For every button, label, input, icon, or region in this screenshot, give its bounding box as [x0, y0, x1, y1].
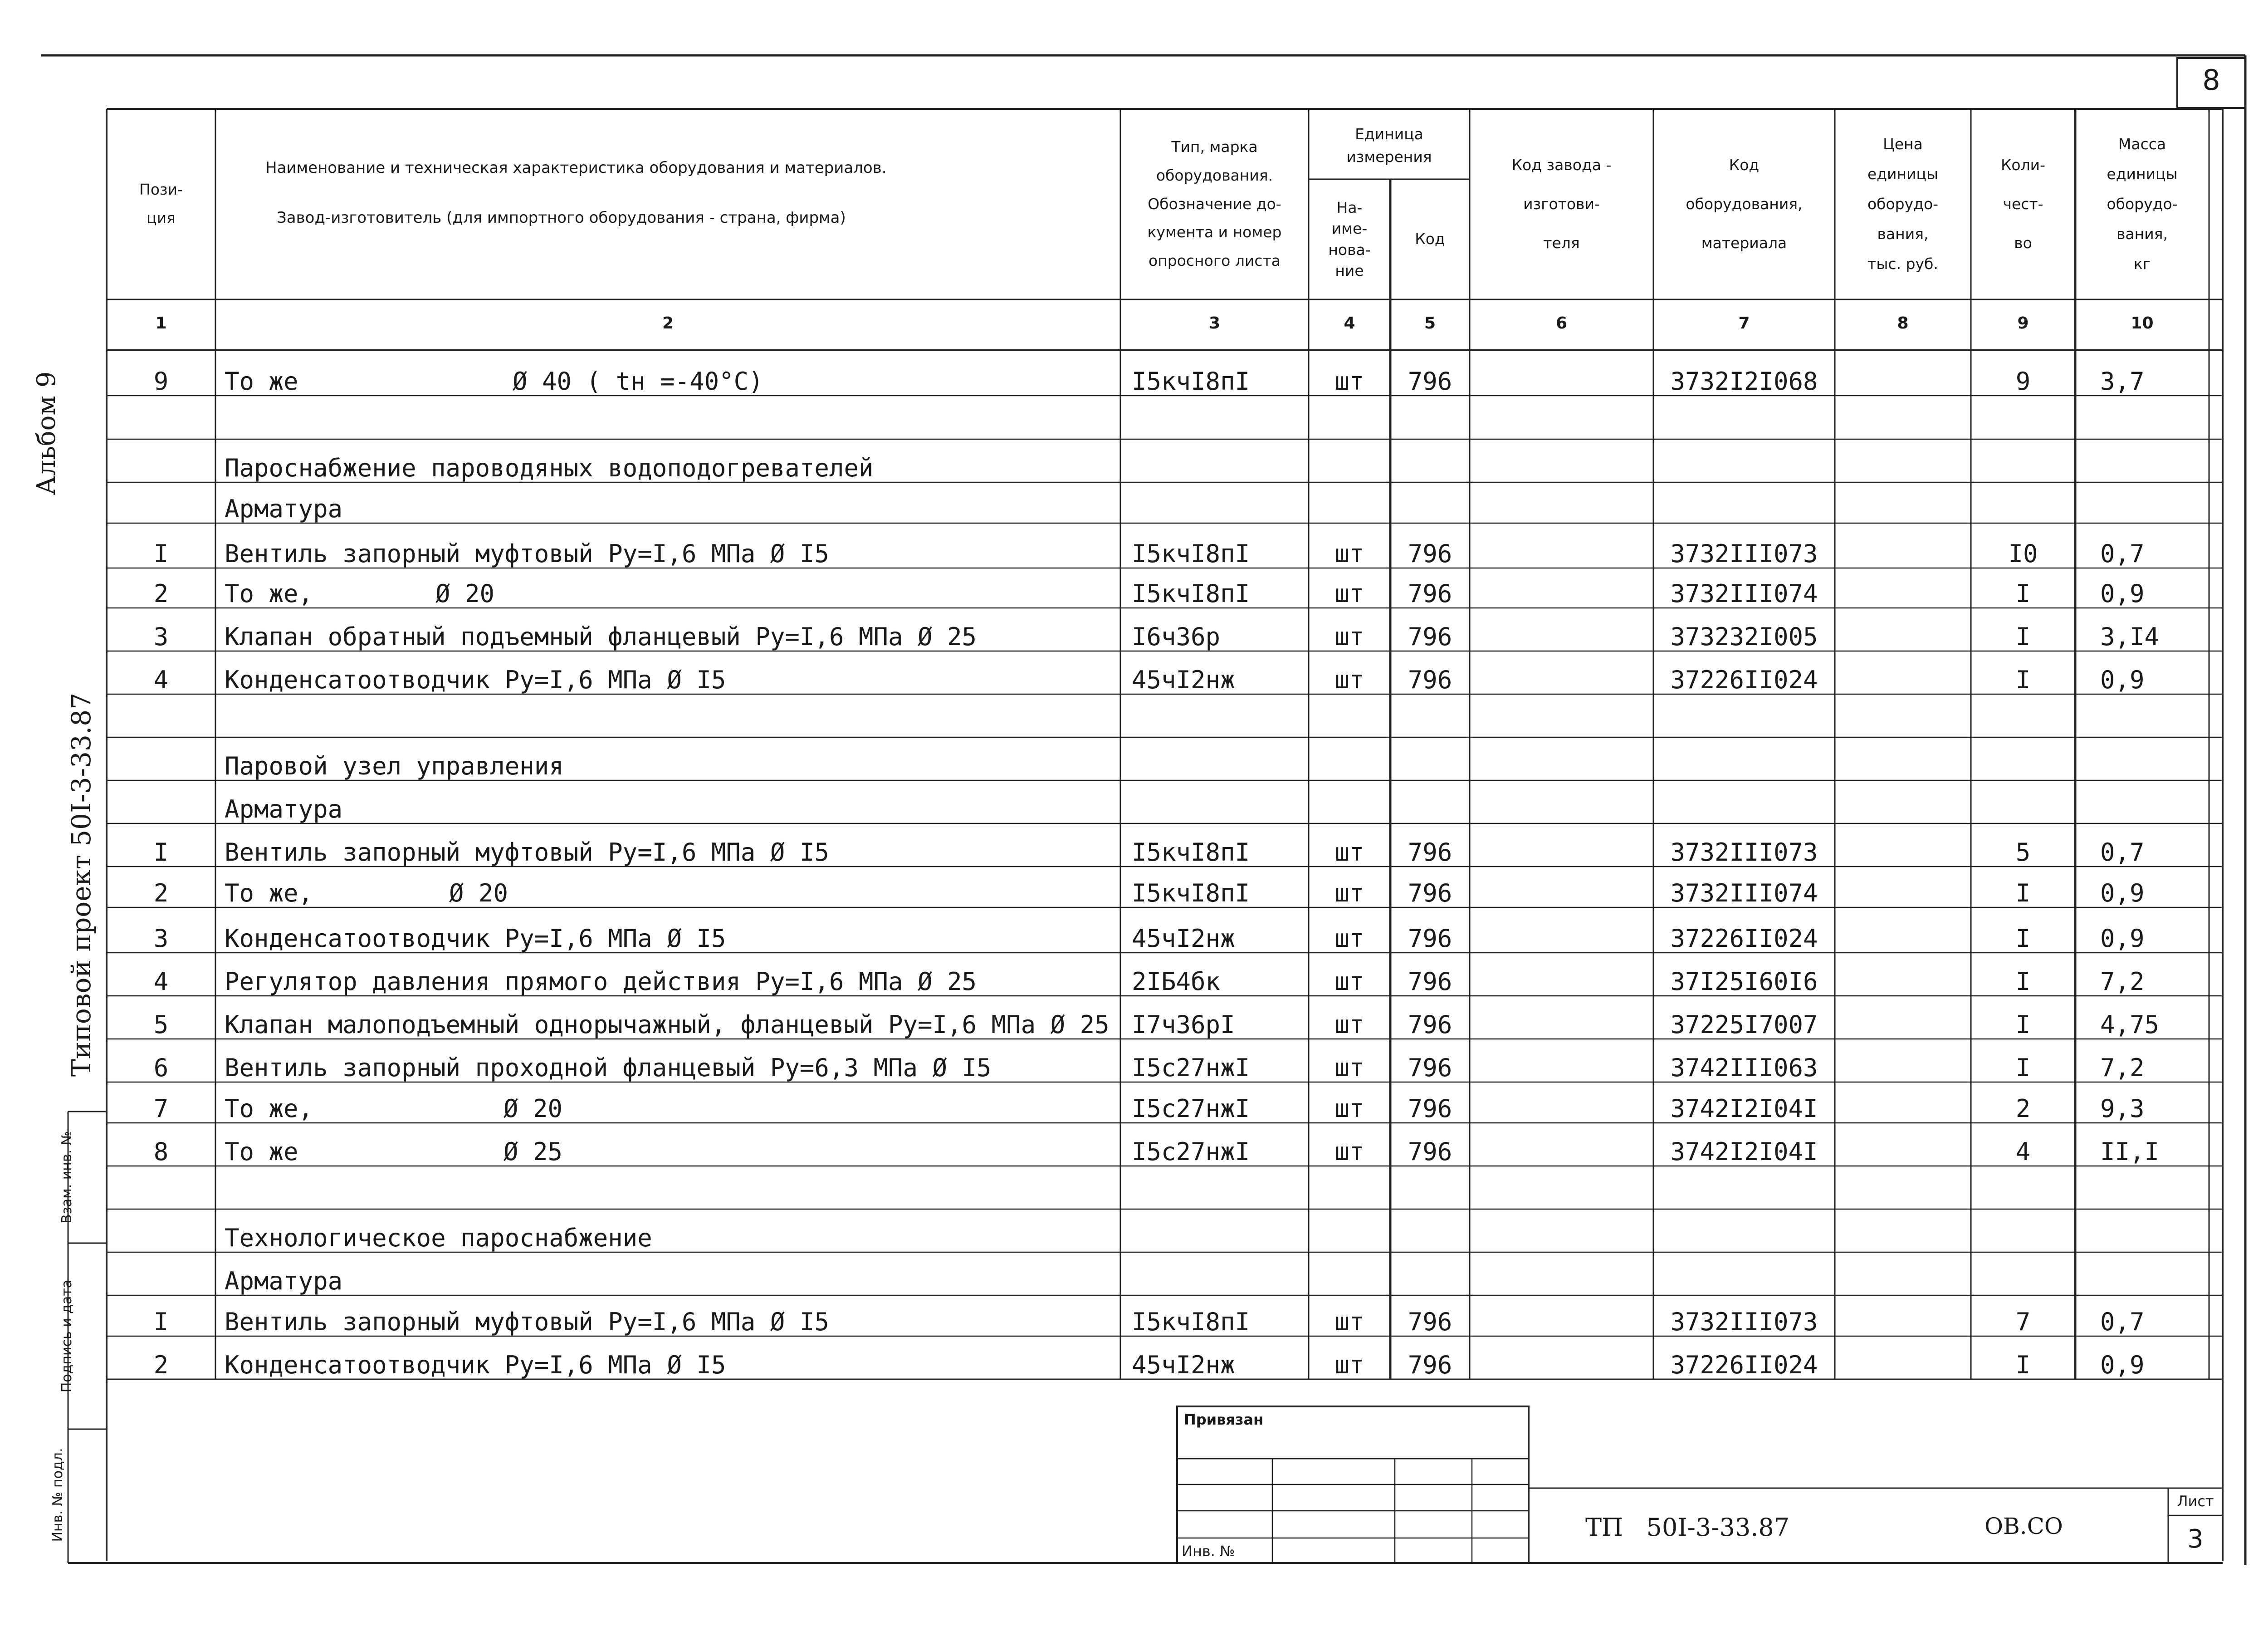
cell-type-mark: I5с27нжI — [1132, 1053, 1250, 1082]
cell-name: Арматура — [225, 795, 343, 823]
cell-type-mark: 45чI2нж — [1132, 1351, 1235, 1379]
cell-name: Клапан малоподъемный однорычажный, фланцевый Ру=I,6 МПа Ø 25 — [225, 1010, 1110, 1039]
cell-mass: 0,9 — [2100, 666, 2145, 694]
cell-quantity: 7 — [2015, 1308, 2031, 1336]
cell-type-mark: I5кчI8пI — [1132, 539, 1250, 568]
table-row — [0, 1336, 2268, 1379]
cell-equipment-code: 3732III073 — [1670, 539, 1818, 568]
cell-name: Пароснабжение пароводяных водоподогревателей — [225, 454, 874, 482]
stamp-doc-code: ТП 50I-3-33.87 — [1585, 1513, 1790, 1542]
cell-position: 2 — [153, 1351, 169, 1379]
col-number-9: 9 — [2017, 314, 2029, 333]
cell-equipment-code: 3742I2I04I — [1670, 1094, 1818, 1123]
cell-equipment-code: 3732III074 — [1670, 579, 1818, 608]
cell-name: Вентиль запорный муфтовый Ру=I,6 МПа Ø I5 — [225, 1308, 829, 1336]
cell-quantity: I — [2015, 579, 2031, 608]
cell-unit: шт — [1334, 666, 1364, 694]
col-number-1: 1 — [155, 314, 167, 333]
header-position: Пози- ция — [139, 181, 183, 227]
cell-unit: шт — [1334, 967, 1364, 996]
table-row — [0, 996, 2268, 1039]
stamp-privyazan: Привязан — [1184, 1411, 1264, 1428]
table-row — [0, 953, 2268, 996]
table-row — [0, 907, 2268, 953]
cell-quantity: 2 — [2015, 1094, 2031, 1123]
cell-type-mark: I5кчI8пI — [1132, 579, 1250, 608]
cell-unit-code: 796 — [1408, 1010, 1452, 1039]
cell-mass: 0,9 — [2100, 879, 2145, 907]
cell-unit-code: 796 — [1408, 967, 1452, 996]
cell-type-mark: I5кчI8пI — [1132, 367, 1250, 396]
header-unit-code: Код — [1415, 230, 1445, 248]
cell-type-mark: I7ч36рI — [1132, 1010, 1235, 1039]
header-name-line2: Завод-изготовитель (для импортного оборудования - страна, фирма) — [277, 209, 846, 227]
header-unit-group: Единица измерения — [1346, 125, 1432, 166]
header-mass: Масса единицы оборудо- вания, кг — [2107, 135, 2178, 273]
cell-unit-code: 796 — [1408, 924, 1452, 953]
table-row — [0, 523, 2268, 568]
cell-type-mark: I5кчI8пI — [1132, 838, 1250, 867]
cell-position: 3 — [153, 924, 169, 953]
cell-type-mark: 2IБ4бк — [1132, 967, 1221, 996]
cell-position: 2 — [153, 879, 169, 907]
cell-quantity: 9 — [2015, 367, 2031, 396]
cell-unit: шт — [1334, 539, 1364, 568]
col-number-8: 8 — [1897, 314, 1909, 333]
cell-name: Вентиль запорный муфтовый Ру=I,6 МПа Ø I5 — [225, 838, 829, 867]
cell-unit: шт — [1334, 1351, 1364, 1379]
cell-mass: 4,75 — [2100, 1010, 2160, 1039]
cell-name: Вентиль запорный муфтовый Ру=I,6 МПа Ø I5 — [225, 539, 829, 568]
cell-equipment-code: 3742III063 — [1670, 1053, 1818, 1082]
cell-position: 6 — [153, 1053, 169, 1082]
table-row — [0, 482, 2268, 523]
table-row — [0, 694, 2268, 737]
cell-name: Конденсатоотводчик Ру=I,6 МПа Ø I5 — [225, 924, 726, 953]
cell-position: I — [153, 838, 169, 867]
table-row — [0, 568, 2268, 608]
table-row — [0, 1166, 2268, 1209]
cell-quantity: I — [2015, 622, 2031, 651]
page-number: 8 — [2202, 64, 2220, 97]
cell-unit-code: 796 — [1408, 1137, 1452, 1166]
cell-name: Арматура — [225, 1267, 343, 1295]
cell-unit-code: 796 — [1408, 539, 1452, 568]
col-number-5: 5 — [1424, 314, 1436, 333]
header-quantity: Коли- чест- во — [2000, 156, 2046, 252]
cell-equipment-code: 3732III073 — [1670, 838, 1818, 867]
cell-type-mark: I5кчI8пI — [1132, 879, 1250, 907]
cell-name: Конденсатоотводчик Ру=I,6 МПа Ø I5 — [225, 1351, 726, 1379]
cell-equipment-code: 37I25I60I6 — [1670, 967, 1818, 996]
cell-unit-code: 796 — [1408, 1094, 1452, 1123]
header-unit-name: На- име- нова- ние — [1328, 199, 1371, 279]
col-number-7: 7 — [1738, 314, 1750, 333]
table-row — [0, 608, 2268, 651]
cell-position: I — [153, 539, 169, 568]
cell-name: Клапан обратный подъемный фланцевый Ру=I,6 МПа Ø 25 — [225, 622, 977, 651]
cell-unit-code: 796 — [1408, 666, 1452, 694]
cell-name: То же, — [225, 879, 313, 907]
cell-mass: 0,9 — [2100, 579, 2145, 608]
cell-type-mark: I6ч36р — [1132, 622, 1221, 651]
cell-name: То же, — [225, 579, 313, 608]
cell-mass: 0,7 — [2100, 838, 2145, 867]
cell-quantity: I — [2015, 967, 2031, 996]
cell-unit-code: 796 — [1408, 367, 1452, 396]
cell-name-extra: Ø 40 ( tн =-40°С) — [513, 367, 763, 396]
col-number-6: 6 — [1555, 314, 1568, 333]
cell-mass: 7,2 — [2100, 967, 2145, 996]
cell-quantity: I — [2015, 1010, 2031, 1039]
cell-position: 7 — [153, 1094, 169, 1123]
cell-type-mark: I5с27нжI — [1132, 1137, 1250, 1166]
cell-equipment-code: 373232I005 — [1670, 622, 1818, 651]
header-type: Тип, марка оборудования. Обозначение до- кумента и номер опросного листа — [1147, 138, 1282, 270]
cell-mass: 3,I4 — [2100, 622, 2160, 651]
table-row — [0, 867, 2268, 907]
table-row — [0, 396, 2268, 439]
cell-equipment-code: 3732III074 — [1670, 879, 1818, 907]
cell-equipment-code: 37226II024 — [1670, 1351, 1818, 1379]
cell-name: Паровой узел управления — [225, 752, 564, 780]
cell-position: 4 — [153, 967, 169, 996]
table-row — [0, 780, 2268, 823]
cell-mass: II,I — [2100, 1137, 2160, 1166]
table-row — [0, 823, 2268, 867]
cell-unit-code: 796 — [1408, 879, 1452, 907]
cell-name: Арматура — [225, 495, 343, 523]
cell-unit: шт — [1334, 622, 1364, 651]
cell-position: 4 — [153, 666, 169, 694]
cell-quantity: I — [2015, 666, 2031, 694]
cell-quantity: I0 — [2008, 539, 2038, 568]
header-equipment-code: Код оборудования, материала — [1686, 156, 1803, 252]
table-row — [0, 350, 2268, 396]
cell-position: I — [153, 1308, 169, 1336]
cell-mass: 0,9 — [2100, 924, 2145, 953]
stamp-inv-no: Инв. № — [1182, 1543, 1235, 1560]
col-number-10: 10 — [2131, 314, 2154, 333]
cell-position: 8 — [153, 1137, 169, 1166]
cell-mass: 9,3 — [2100, 1094, 2145, 1123]
table-row — [0, 737, 2268, 780]
cell-type-mark: 45чI2нж — [1132, 666, 1235, 694]
cell-position: 9 — [153, 367, 169, 396]
cell-unit-code: 796 — [1408, 579, 1452, 608]
header-name — [215, 113, 1120, 295]
cell-unit: шт — [1334, 1094, 1364, 1123]
cell-name: Конденсатоотводчик Ру=I,6 МПа Ø I5 — [225, 666, 726, 694]
cell-quantity: I — [2015, 1351, 2031, 1379]
table-row — [0, 651, 2268, 694]
cell-quantity: I — [2015, 879, 2031, 907]
cell-unit-code: 796 — [1408, 622, 1452, 651]
cell-name: Регулятор давления прямого действия Ру=I,6 МПа Ø 25 — [225, 967, 977, 996]
cell-unit: шт — [1334, 1010, 1364, 1039]
cell-unit: шт — [1334, 838, 1364, 867]
cell-unit-code: 796 — [1408, 1308, 1452, 1336]
cell-equipment-code: 37226II024 — [1670, 924, 1818, 953]
cell-mass: 0,7 — [2100, 539, 2145, 568]
cell-equipment-code: 3732III073 — [1670, 1308, 1818, 1336]
cell-position: 5 — [153, 1010, 169, 1039]
cell-unit: шт — [1334, 1053, 1364, 1082]
cell-unit-code: 796 — [1408, 1351, 1452, 1379]
cell-name: То же — [225, 1137, 298, 1166]
stamp-mark: ОВ.СО — [1984, 1513, 2063, 1539]
cell-unit-code: 796 — [1408, 838, 1452, 867]
col-number-2: 2 — [662, 314, 674, 333]
cell-type-mark: I5с27нжI — [1132, 1094, 1250, 1123]
cell-type-mark: I5кчI8пI — [1132, 1308, 1250, 1336]
cell-name: Вентиль запорный проходной фланцевый Ру=6,3 МПа Ø I5 — [225, 1053, 992, 1082]
cell-position: 3 — [153, 622, 169, 651]
cell-name-extra: Ø 20 — [449, 879, 508, 907]
table-row — [0, 1209, 2268, 1252]
cell-name: То же, — [225, 1094, 313, 1123]
album-label: Альбом 9 — [32, 371, 61, 495]
header-maker-code: Код завода - изготови- теля — [1511, 156, 1612, 252]
header-name-line1: Наименование и техническая характеристика оборудования и материалов. — [265, 159, 887, 177]
cell-unit: шт — [1334, 1308, 1364, 1336]
cell-mass: 3,7 — [2100, 367, 2145, 396]
cell-unit-code: 796 — [1408, 1053, 1452, 1082]
cell-unit: шт — [1334, 879, 1364, 907]
project-label: Типовой проект 50I-3-33.87 — [66, 692, 97, 1077]
cell-equipment-code: 37225I7007 — [1670, 1010, 1818, 1039]
table-row — [0, 1082, 2268, 1123]
cell-mass: 0,7 — [2100, 1308, 2145, 1336]
cell-type-mark: 45чI2нж — [1132, 924, 1235, 953]
stamp-sheet-label: Лист — [2177, 1493, 2214, 1510]
cell-name-extra: Ø 25 — [503, 1137, 563, 1166]
table-row — [0, 1295, 2268, 1336]
cell-unit: шт — [1334, 924, 1364, 953]
cell-unit: шт — [1334, 367, 1364, 396]
cell-position: 2 — [153, 579, 169, 608]
podpis-data-label: Подпись и дата — [59, 1279, 75, 1393]
header-price: Цена единицы оборудо- вания, тыс. руб. — [1867, 135, 1939, 273]
inv-podl-label: Инв. № подл. — [50, 1448, 66, 1542]
table-row — [0, 1039, 2268, 1082]
cell-equipment-code: 3732I2I068 — [1670, 367, 1818, 396]
table-row — [0, 1123, 2268, 1166]
cell-equipment-code: 37226II024 — [1670, 666, 1818, 694]
table-row — [0, 1252, 2268, 1295]
cell-quantity: 5 — [2015, 838, 2031, 867]
cell-mass: 0,9 — [2100, 1351, 2145, 1379]
cell-quantity: I — [2015, 924, 2031, 953]
cell-unit: шт — [1334, 579, 1364, 608]
stamp-sheet-number: 3 — [2187, 1524, 2204, 1554]
cell-equipment-code: 3742I2I04I — [1670, 1137, 1818, 1166]
cell-unit: шт — [1334, 1137, 1364, 1166]
cell-name-extra: Ø 20 — [503, 1094, 563, 1123]
cell-name: Технологическое пароснабжение — [225, 1224, 652, 1252]
table-row — [0, 439, 2268, 482]
cell-mass: 7,2 — [2100, 1053, 2145, 1082]
cell-quantity: 4 — [2015, 1137, 2031, 1166]
col-number-4: 4 — [1344, 314, 1355, 333]
cell-name-extra: Ø 20 — [435, 579, 495, 608]
cell-name: То же — [225, 367, 298, 396]
vzam-inv-label: Взам. инв. № — [59, 1131, 75, 1224]
col-number-3: 3 — [1208, 314, 1221, 333]
cell-quantity: I — [2015, 1053, 2031, 1082]
